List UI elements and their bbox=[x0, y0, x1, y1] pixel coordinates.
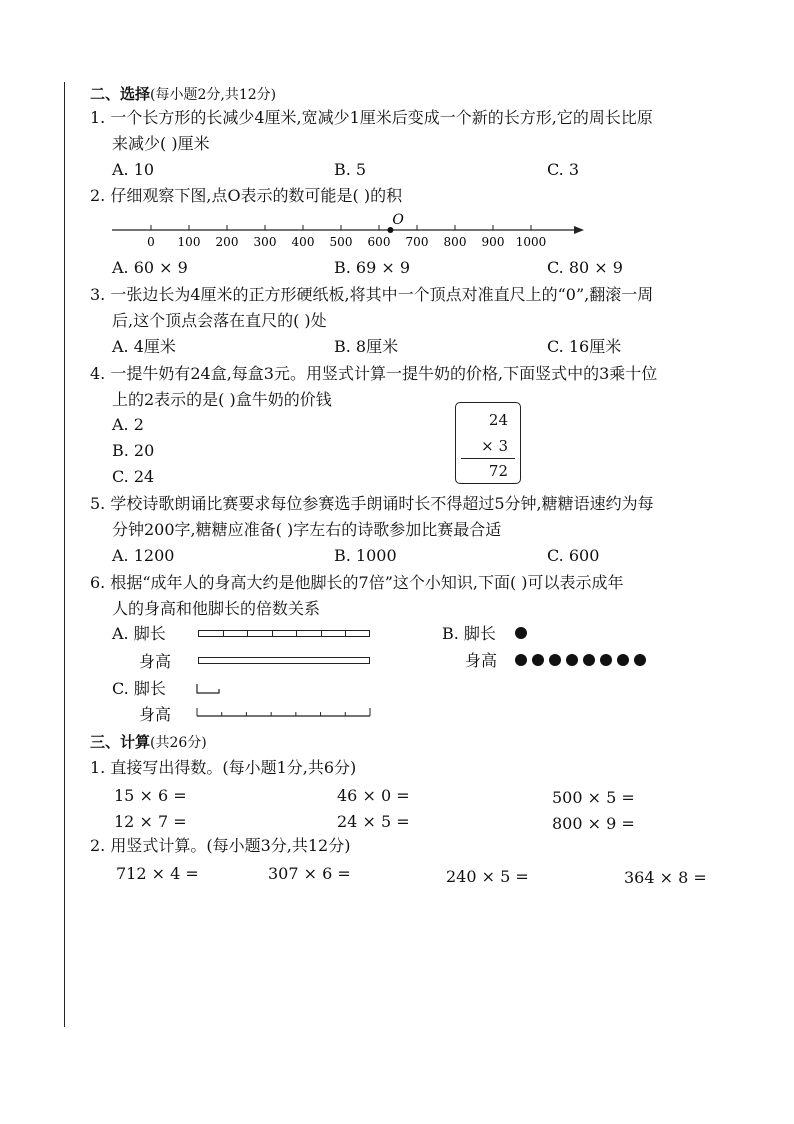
q1-option-c[interactable]: C. 3 bbox=[547, 160, 580, 179]
number-line-tick-label: 0 bbox=[147, 235, 155, 249]
number-line-tick-label: 800 bbox=[443, 235, 467, 249]
q6-option-a-height-label: 身高 bbox=[139, 652, 172, 671]
q3-line2: 后,这个顶点会落在直尺的( )处 bbox=[112, 311, 327, 330]
q4-option-c[interactable]: C. 24 bbox=[112, 467, 155, 486]
q3-option-b[interactable]: B. 8厘米 bbox=[334, 337, 399, 356]
q5-option-b[interactable]: B. 1000 bbox=[334, 546, 397, 565]
calc1-item: 15 × 6 = bbox=[114, 786, 187, 805]
q6-b-height-dot bbox=[583, 654, 595, 666]
q5-line2: 分钟200字,糖糖应准备( )字左右的诗歌参加比赛最合适 bbox=[112, 520, 502, 539]
number-line-tick-label: 500 bbox=[329, 235, 353, 249]
q6-b-height-dot bbox=[532, 654, 544, 666]
q6-c-foot-segment bbox=[195, 682, 223, 696]
q6-a-foot-tick bbox=[345, 631, 346, 636]
section-3-note: (共26分) bbox=[150, 735, 207, 751]
number-line-tick-label: 300 bbox=[253, 235, 277, 249]
vertical-multiplier: × 3 bbox=[481, 437, 508, 455]
q3-option-a[interactable]: A. 4厘米 bbox=[112, 337, 176, 356]
number-line-arrow bbox=[574, 226, 584, 234]
q6-line1: 6. 根据“成年人的身高大约是他脚长的7倍”这个小知识,下面( )可以表示成年 bbox=[90, 573, 624, 592]
calc1-item: 12 × 7 = bbox=[114, 812, 187, 831]
calc2-item: 364 × 8 = bbox=[624, 868, 707, 887]
q6-b-height-dot bbox=[634, 654, 646, 666]
q6-line2: 人的身高和他脚长的倍数关系 bbox=[112, 599, 321, 618]
q4-option-a[interactable]: A. 2 bbox=[112, 415, 144, 434]
vertical-rule bbox=[461, 458, 515, 459]
q2-option-c[interactable]: C. 80 × 9 bbox=[547, 258, 623, 277]
q6-b-height-dot bbox=[566, 654, 578, 666]
q6-a-foot-tick bbox=[223, 631, 224, 636]
calc1-text: 1. 直接写出得数。(每小题1分,共6分) bbox=[90, 758, 357, 777]
q6-b-height-dot bbox=[600, 654, 612, 666]
q6-option-b-height-label: 身高 bbox=[465, 651, 498, 670]
number-line-tick-label: 400 bbox=[291, 235, 315, 249]
q5-option-c[interactable]: C. 600 bbox=[547, 546, 600, 565]
q6-b-height-dot bbox=[515, 654, 527, 666]
section-2-title: 二、选择 bbox=[90, 85, 151, 103]
q1-line1: 1. 一个长方形的长减少4厘米,宽减少1厘米后变成一个新的长方形,它的周长比原 bbox=[90, 108, 653, 127]
q6-c-height-segment bbox=[195, 706, 375, 720]
section-3-title: 三、计算 bbox=[90, 733, 151, 751]
q6-a-height-bar bbox=[198, 657, 370, 664]
q6-a-foot-tick bbox=[272, 631, 273, 636]
calc1-item: 800 × 9 = bbox=[552, 814, 635, 833]
calc1-item: 24 × 5 = bbox=[337, 812, 410, 831]
q6-option-a-foot-label[interactable]: A. 脚长 bbox=[112, 624, 166, 643]
q2-option-a[interactable]: A. 60 × 9 bbox=[112, 258, 188, 277]
q1-option-b[interactable]: B. 5 bbox=[334, 160, 367, 179]
q6-option-b-foot-label[interactable]: B. 脚长 bbox=[442, 624, 496, 643]
q4-line2: 上的2表示的是( )盒牛奶的价钱 bbox=[112, 390, 332, 409]
number-line-tick-label: 100 bbox=[177, 235, 201, 249]
vertical-result: 72 bbox=[488, 462, 508, 480]
vertical-top-number: 24 bbox=[488, 411, 508, 429]
q4-option-b[interactable]: B. 20 bbox=[112, 441, 155, 460]
q3-option-c[interactable]: C. 16厘米 bbox=[547, 337, 622, 356]
q6-b-height-dot bbox=[617, 654, 629, 666]
q6-option-c-foot-label[interactable]: C. 脚长 bbox=[112, 679, 166, 698]
q6-option-c-height-label: 身高 bbox=[139, 705, 172, 724]
q6-a-foot-tick bbox=[247, 631, 248, 636]
calc2-item: 712 × 4 = bbox=[116, 864, 199, 883]
q2-text: 2. 仔细观察下图,点O表示的数可能是( )的积 bbox=[90, 186, 403, 205]
calc1-item: 500 × 5 = bbox=[552, 788, 635, 807]
number-line-tick-label: 700 bbox=[405, 235, 429, 249]
point-o-label: O bbox=[392, 212, 404, 228]
q6-b-foot-dot bbox=[515, 627, 527, 639]
q6-a-foot-tick bbox=[321, 631, 322, 636]
section-2-note: (每小题2分,共12分) bbox=[150, 87, 277, 103]
q3-line1: 3. 一张边长为4厘米的正方形硬纸板,将其中一个顶点对准直尺上的“0”,翻滚一周 bbox=[90, 285, 654, 304]
binding-margin-line bbox=[64, 82, 65, 1027]
calc1-item: 46 × 0 = bbox=[337, 786, 410, 805]
number-line-tick-label: 600 bbox=[367, 235, 391, 249]
q5-option-a[interactable]: A. 1200 bbox=[112, 546, 175, 565]
calc2-item: 307 × 6 = bbox=[268, 864, 351, 883]
section-3-heading bbox=[90, 732, 207, 753]
number-line bbox=[108, 210, 588, 252]
q4-line1: 4. 一提牛奶有24盒,每盒3元。用竖式计算一提牛奶的价格,下面竖式中的3乘十位 bbox=[90, 364, 658, 383]
number-line-tick-label: 1000 bbox=[515, 235, 547, 249]
calc2-text: 2. 用竖式计算。(每小题3分,共12分) bbox=[90, 836, 351, 855]
q6-a-foot-tick bbox=[296, 631, 297, 636]
number-line-tick-label: 200 bbox=[215, 235, 239, 249]
vertical-multiplication-box bbox=[455, 402, 521, 484]
q1-option-a[interactable]: A. 10 bbox=[112, 160, 155, 179]
q1-line2: 来减少( )厘米 bbox=[112, 134, 210, 153]
calc2-item: 240 × 5 = bbox=[446, 867, 529, 886]
q5-line1: 5. 学校诗歌朗诵比赛要求每位参赛选手朗诵时长不得超过5分钟,糖糖语速约为每 bbox=[90, 494, 654, 513]
q2-option-b[interactable]: B. 69 × 9 bbox=[334, 258, 411, 277]
section-2-heading bbox=[90, 84, 276, 105]
q6-b-height-dot bbox=[549, 654, 561, 666]
number-line-tick-label: 900 bbox=[481, 235, 505, 249]
